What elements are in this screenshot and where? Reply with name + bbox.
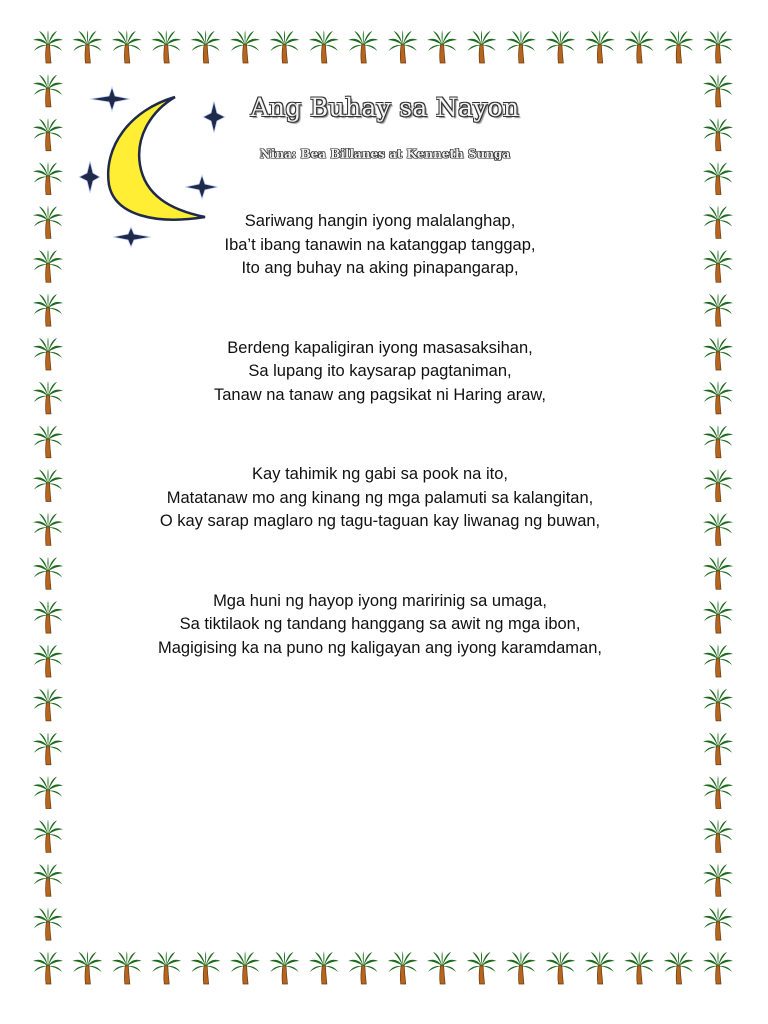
poem-title: Ang Buhay sa Nayon xyxy=(250,93,520,122)
palm-tree-icon xyxy=(33,556,63,589)
palm-tree-icon xyxy=(545,30,575,63)
palm-tree-icon xyxy=(703,688,733,721)
palm-tree-icon xyxy=(33,644,63,677)
palm-tree-icon xyxy=(388,951,418,984)
stanza xyxy=(90,337,670,408)
palm-tree-icon xyxy=(33,381,63,414)
stanza xyxy=(90,590,670,661)
palm-tree-icon xyxy=(230,30,260,63)
palm-tree-icon xyxy=(33,337,63,370)
palm-tree-icon xyxy=(703,30,733,63)
palm-tree-icon xyxy=(33,863,63,896)
palm-tree-icon xyxy=(33,118,63,151)
palm-tree-icon xyxy=(703,951,733,984)
poem-line: Iba’t ibang tanawin na katanggap tanggap, xyxy=(224,235,536,254)
palm-tree-icon xyxy=(467,30,497,63)
poem-line: Sariwang hangin iyong malalanghap, xyxy=(244,212,516,230)
palm-tree-icon xyxy=(348,30,378,63)
palm-tree-icon xyxy=(664,951,694,984)
poem-line: Kay tahimik ng gabi sa pook na ito, xyxy=(252,465,508,483)
palm-tree-icon xyxy=(703,776,733,809)
palm-tree-icon xyxy=(703,381,733,414)
palm-tree-icon xyxy=(33,162,63,195)
palm-tree-icon xyxy=(664,30,694,63)
palm-tree-icon xyxy=(151,951,181,984)
palm-tree-icon xyxy=(33,293,63,326)
palm-tree-icon xyxy=(467,951,497,984)
star-icon xyxy=(90,87,130,111)
palm-tree-icon xyxy=(33,469,63,502)
palm-tree-icon xyxy=(151,30,181,63)
poem-body xyxy=(90,210,670,716)
palm-tree-icon xyxy=(506,951,536,984)
palm-tree-icon xyxy=(703,118,733,151)
palm-tree-icon xyxy=(112,951,142,984)
poem-line: Matatanaw mo ang kinang ng mga palamuti sa kalangitan, xyxy=(166,488,594,507)
palm-tree-icon xyxy=(33,30,63,63)
stanza xyxy=(90,210,670,281)
poem-line: Tanaw na tanaw ang pagsikat ni Haring araw, xyxy=(213,385,547,404)
palm-tree-icon xyxy=(427,951,457,984)
palm-tree-icon xyxy=(703,512,733,545)
palm-tree-icon xyxy=(33,688,63,721)
palm-tree-icon xyxy=(585,951,615,984)
palm-tree-icon xyxy=(703,732,733,765)
palm-tree-icon xyxy=(427,30,457,63)
poem-line: Sa lupang ito kaysarap pagtaniman, xyxy=(248,362,512,380)
palm-tree-icon xyxy=(269,30,299,63)
palm-tree-icon xyxy=(33,819,63,852)
palm-tree-icon xyxy=(703,600,733,633)
palm-tree-icon xyxy=(33,205,63,238)
palm-tree-icon xyxy=(624,30,654,63)
star-icon xyxy=(203,101,225,133)
palm-tree-icon xyxy=(33,907,63,940)
poem-line: Mga huni ng hayop iyong maririnig sa umaga, xyxy=(213,591,547,610)
poem-line: Sa tiktilaok ng tandang hanggang sa awit ng mga ibon, xyxy=(179,615,581,633)
palm-tree-icon xyxy=(112,30,142,63)
palm-tree-icon xyxy=(703,425,733,458)
crescent-moon-icon xyxy=(108,97,205,220)
palm-tree-icon xyxy=(309,30,339,63)
palm-tree-icon xyxy=(703,74,733,107)
palm-tree-icon xyxy=(33,74,63,107)
palm-tree-icon xyxy=(703,644,733,677)
palm-tree-icon xyxy=(191,30,221,63)
palm-tree-icon xyxy=(703,863,733,896)
palm-tree-icon xyxy=(72,951,102,984)
palm-tree-icon xyxy=(624,951,654,984)
stanza xyxy=(90,463,670,534)
palm-tree-icon xyxy=(703,162,733,195)
palm-tree-icon xyxy=(703,469,733,502)
palm-tree-icon xyxy=(33,425,63,458)
palm-tree-icon xyxy=(33,600,63,633)
poem-line: Magigising ka na puno ng kaligayan ang iyong karamdaman, xyxy=(158,638,602,657)
palm-tree-icon xyxy=(703,205,733,238)
palm-tree-icon xyxy=(269,951,299,984)
palm-tree-icon xyxy=(388,30,418,63)
palm-tree-icon xyxy=(703,819,733,852)
palm-tree-icon xyxy=(33,249,63,282)
palm-tree-icon xyxy=(191,951,221,984)
star-icon xyxy=(79,161,100,193)
palm-tree-icon xyxy=(506,30,536,63)
palm-tree-icon xyxy=(703,337,733,370)
palm-tree-icon xyxy=(72,30,102,63)
star-icon xyxy=(185,175,218,199)
palm-tree-icon xyxy=(33,512,63,545)
palm-tree-icon xyxy=(703,249,733,282)
palm-tree-icon xyxy=(309,951,339,984)
poem-line: Ito ang buhay na aking pinapangarap, xyxy=(241,259,519,277)
palm-tree-icon xyxy=(545,951,575,984)
palm-tree-icon xyxy=(703,907,733,940)
palm-tree-icon xyxy=(230,951,260,984)
palm-tree-icon xyxy=(348,951,378,984)
poem-byline: Nina: Bea Billanes at Kenneth Sunga xyxy=(259,147,511,161)
poem-line: Berdeng kapaligiran iyong masasaksihan, xyxy=(227,338,533,357)
poem-line: O kay sarap maglaro ng tagu-taguan kay liwanag ng buwan, xyxy=(159,512,601,530)
palm-tree-icon xyxy=(585,30,615,63)
palm-tree-icon xyxy=(33,951,63,984)
palm-tree-icon xyxy=(703,293,733,326)
palm-tree-icon xyxy=(33,732,63,765)
palm-tree-icon xyxy=(33,776,63,809)
palm-tree-icon xyxy=(703,556,733,589)
